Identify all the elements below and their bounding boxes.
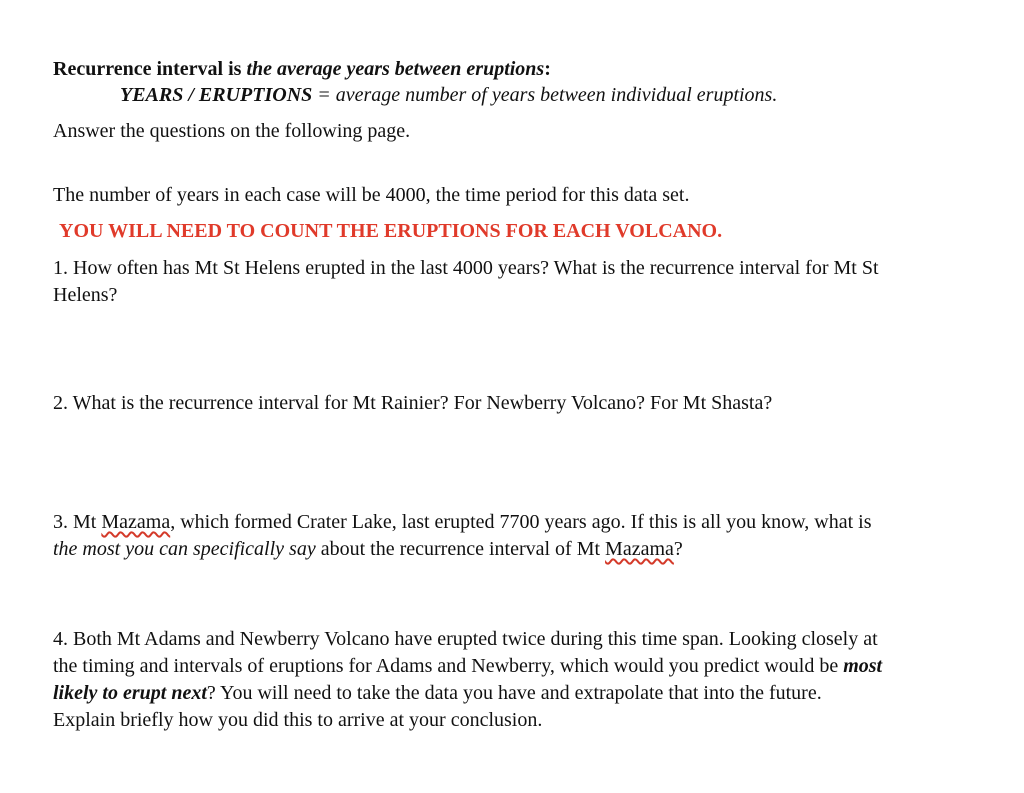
formula-line	[120, 82, 777, 109]
question-3-line-2	[53, 536, 683, 563]
question-4-line-4: Explain briefly how you did this to arrive at your conclusion.	[53, 709, 543, 731]
question-4-emphasis-most: most	[843, 655, 883, 677]
question-1-line-2: Helens?	[53, 284, 118, 306]
question-4-suffix: ? You will need to take the data you have and extrapolate that into the future.	[206, 682, 822, 704]
question-1-line-1: 1. How often has Mt St Helens erupted in the last 4000 years? What is the recurrence interval for Mt St	[53, 257, 879, 279]
definition-line	[53, 56, 551, 83]
question-2-line-1: 2. What is the recurrence interval for Mt Rainier? For Newberry Volcano? For Mt Shasta?	[53, 392, 773, 414]
definition-suffix: :	[544, 58, 551, 80]
question-3-italic: the most you can specifically say	[53, 538, 316, 560]
question-4-prefix: the timing and intervals of eruptions for Adams and Newberry, which would you predict would be	[53, 655, 844, 677]
question-3-prefix: 3. Mt	[53, 511, 102, 533]
years-note: The number of years in each case will be 4000, the time period for this data set.	[53, 184, 690, 206]
formula-rest: = average number of years between individual eruptions.	[312, 84, 778, 106]
warning-line: YOU WILL NEED TO COUNT THE ERUPTIONS FOR EACH VOLCANO.	[59, 220, 723, 242]
question-4-emphasis-next: likely to erupt next	[53, 682, 207, 704]
question-3-line-1	[53, 509, 872, 536]
question-4-line-3	[53, 680, 822, 707]
question-3-rest: , which formed Crater Lake, last erupted 7700 years ago. If this is all you know, what is	[170, 511, 872, 533]
definition-emphasis: the average years between eruptions	[246, 58, 545, 80]
spellcheck-word: Mazama	[101, 511, 171, 533]
definition-prefix: Recurrence interval is	[53, 58, 247, 80]
question-3-mid: about the recurrence interval of Mt	[315, 538, 606, 560]
spellcheck-word: Mazama	[605, 538, 674, 560]
instruction-line: Answer the questions on the following page.	[53, 120, 411, 142]
question-4-line-1: 4. Both Mt Adams and Newberry Volcano have erupted twice during this time span. Looking closely at	[53, 628, 878, 650]
formula-emphasis: YEARS / ERUPTIONS	[120, 84, 313, 106]
question-3-end: ?	[673, 538, 683, 560]
question-4-line-2	[53, 653, 882, 680]
